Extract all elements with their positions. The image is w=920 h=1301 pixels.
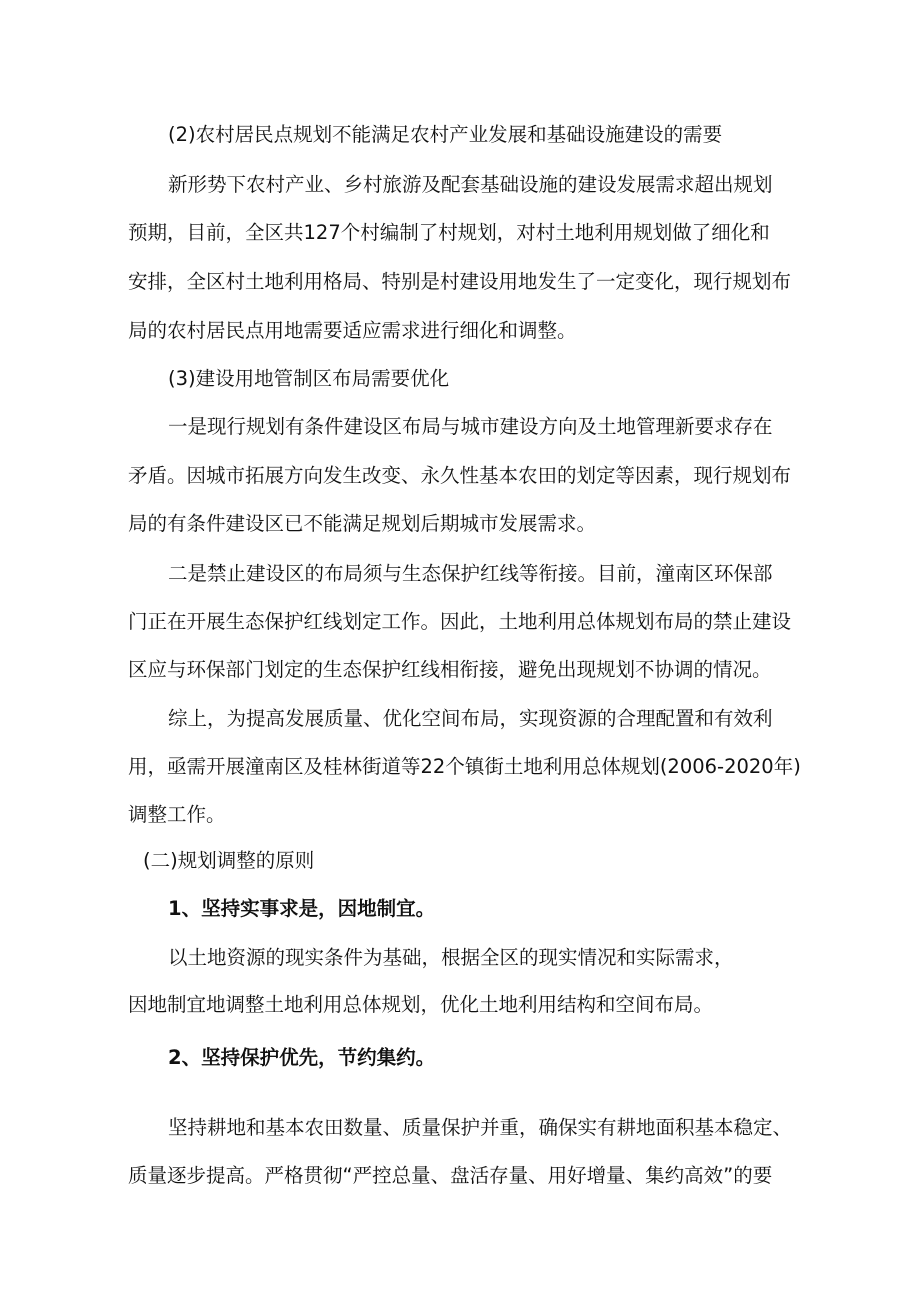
paragraph-line: 以土地资源的现实条件为基础，根据全区的现实情况和实际需求， [168, 946, 734, 969]
paragraph-line: 门正在开展生态保护红线划定工作。因此，土地利用总体规划布局的禁止建设 [128, 610, 792, 633]
paragraph-line: 调整工作。 [128, 803, 226, 826]
paragraph-line: 区应与环保部门划定的生态保护红线相衔接，避免出现规划不协调的情况。 [128, 658, 772, 681]
subheading-control-zone: (3)建设用地管制区布局需要优化 [168, 367, 450, 390]
paragraph-line: 综上，为提高发展质量、优化空间布局，实现资源的合理配置和有效利 [168, 707, 773, 730]
paragraph-line: 因地制宜地调整土地利用总体规划，优化土地利用结构和空间布局。 [128, 993, 714, 1016]
paragraph-line: 质量逐步提高。严格贯彻“严控总量、盘活存量、用好增量、集约高效”的要 [128, 1164, 773, 1187]
principle-heading-1: 1、坚持实事求是，因地制宜。 [168, 897, 436, 920]
paragraph-line: 安排，全区村土地利用格局、特别是村建设用地发生了一定变化，现行规划布 [128, 270, 792, 293]
paragraph-line: 用，亟需开展潼南区及桂林街道等22个镇街土地利用总体规划(2006-2020年) [128, 755, 801, 778]
section-heading-principles: (二)规划调整的原则 [143, 849, 315, 872]
paragraph-line: 矛盾。因城市拓展方向发生改变、永久性基本农田的划定等因素，现行规划布 [128, 464, 792, 487]
subheading-rural-settlement: (2)农村居民点规划不能满足农村产业发展和基础设施建设的需要 [168, 123, 723, 146]
paragraph-line: 一是现行规划有条件建设区布局与城市建设方向及土地管理新要求存在 [168, 415, 773, 438]
paragraph-line: 二是禁止建设区的布局须与生态保护红线等衔接。目前，潼南区环保部 [168, 562, 773, 585]
paragraph-line: 预期，目前，全区共127个村编制了村规划，对村土地利用规划做了细化和 [128, 221, 770, 244]
paragraph-line: 局的有条件建设区已不能满足规划后期城市发展需求。 [128, 512, 597, 535]
paragraph-line: 新形势下农村产业、乡村旅游及配套基础设施的建设发展需求超出规划 [168, 173, 773, 196]
principle-heading-2: 2、坚持保护优先，节约集约。 [168, 1046, 436, 1069]
paragraph-line: 坚持耕地和基本农田数量、质量保护并重，确保实有耕地面积基本稳定、 [168, 1116, 793, 1139]
paragraph-line: 局的农村居民点用地需要适应需求进行细化和调整。 [128, 319, 577, 342]
